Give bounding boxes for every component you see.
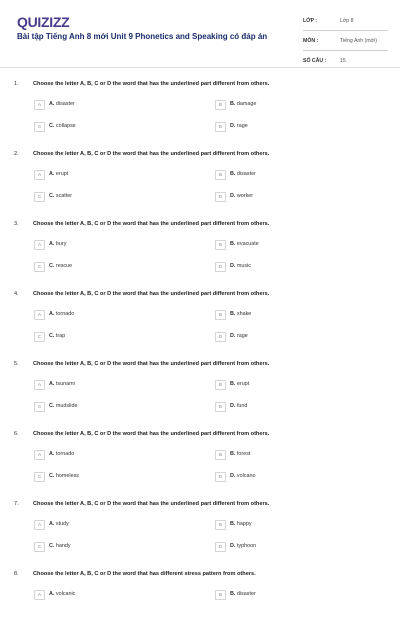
option-letter: A.	[49, 591, 55, 597]
question-number: 8.	[14, 571, 19, 577]
option-text: disaster	[236, 591, 256, 597]
option-text: erupt	[55, 171, 69, 177]
question-number: 4.	[14, 291, 19, 297]
question-text: Choose the letter A, B, C or D the word that has the underlined part different from others.	[33, 151, 270, 157]
option-text: erupt	[236, 381, 250, 387]
option-letter: D.	[230, 193, 236, 199]
question-item	[0, 75, 400, 145]
option-label	[49, 403, 77, 409]
option-label	[49, 311, 74, 317]
option-box[interactable]: A	[34, 450, 45, 460]
option-box[interactable]: D	[215, 332, 226, 342]
document-header	[0, 0, 400, 80]
option-label	[49, 473, 79, 479]
option-box[interactable]: C	[34, 402, 45, 412]
meta-label: SỐ CÂU :	[303, 58, 327, 64]
option-text: happy	[236, 521, 252, 527]
option-text: mudslide	[55, 403, 78, 409]
option-letter: A.	[49, 381, 55, 387]
option-box[interactable]: C	[34, 192, 45, 202]
meta-row-class	[303, 11, 388, 31]
option-label	[49, 381, 75, 387]
option-text: shake	[236, 311, 252, 317]
option-box[interactable]: B	[215, 240, 226, 250]
option-box[interactable]: C	[34, 332, 45, 342]
option-text: typhoon	[236, 543, 257, 549]
option-box[interactable]: C	[34, 122, 45, 132]
option-letter: B.	[230, 451, 236, 457]
meta-value: 15	[340, 58, 346, 64]
option-label	[49, 263, 72, 269]
option-box[interactable]: D	[215, 402, 226, 412]
option-letter: B.	[230, 171, 236, 177]
option-box[interactable]: B	[215, 170, 226, 180]
question-number: 1.	[14, 81, 19, 87]
question-item	[0, 215, 400, 285]
option-box[interactable]: D	[215, 542, 226, 552]
option-box[interactable]: A	[34, 100, 45, 110]
option-box[interactable]: B	[215, 590, 226, 600]
question-number: 5.	[14, 361, 19, 367]
option-text: fund	[236, 403, 248, 409]
question-number: 7.	[14, 501, 19, 507]
question-number: 3.	[14, 221, 19, 227]
option-text: trap	[55, 333, 66, 339]
option-label	[49, 171, 68, 177]
option-letter: B.	[230, 241, 236, 247]
option-label	[230, 263, 251, 269]
option-box[interactable]: B	[215, 100, 226, 110]
option-label	[230, 451, 250, 457]
option-label	[230, 403, 247, 409]
question-item	[0, 355, 400, 425]
option-label	[230, 123, 248, 129]
option-letter: D.	[230, 123, 236, 129]
option-box[interactable]: A	[34, 240, 45, 250]
option-label	[49, 241, 66, 247]
option-box[interactable]: B	[215, 520, 226, 530]
meta-table	[303, 11, 388, 70]
question-text: Choose the letter A, B, C or D the word that has the underlined part different from others.	[33, 221, 270, 227]
option-letter: A.	[49, 241, 55, 247]
option-label	[230, 543, 256, 549]
question-item	[0, 145, 400, 215]
document-title: Bài tập Tiếng Anh 8 mới Unit 9 Phonetics and Speaking có đáp án	[17, 32, 268, 41]
option-box[interactable]: C	[34, 542, 45, 552]
option-letter: B.	[230, 101, 236, 107]
option-text: volcano	[236, 473, 256, 479]
meta-row-subject	[303, 31, 388, 51]
option-letter: A.	[49, 451, 55, 457]
option-letter: A.	[49, 311, 55, 317]
option-letter: C.	[49, 123, 55, 129]
option-letter: B.	[230, 591, 236, 597]
option-label	[49, 193, 72, 199]
question-item	[0, 425, 400, 495]
option-letter: D.	[230, 473, 236, 479]
option-box[interactable]: D	[215, 192, 226, 202]
option-label	[49, 333, 65, 339]
question-number: 6.	[14, 431, 19, 437]
option-box[interactable]: A	[34, 520, 45, 530]
option-label	[49, 101, 75, 107]
option-text: homeless	[55, 473, 79, 479]
question-text: Choose the letter A, B, C or D the word that has the underlined part different from others.	[33, 501, 270, 507]
option-text: bury	[55, 241, 67, 247]
option-label	[230, 101, 256, 107]
option-label	[230, 381, 249, 387]
option-text: disaster	[55, 101, 75, 107]
option-label	[49, 123, 76, 129]
option-letter: D.	[230, 263, 236, 269]
meta-label: MÔN :	[303, 38, 319, 44]
option-label	[230, 193, 253, 199]
option-label	[49, 591, 75, 597]
question-text: Choose the letter A, B, C or D the word that has the underlined part different from others.	[33, 81, 270, 87]
option-text: music	[236, 263, 251, 269]
option-box[interactable]: D	[215, 472, 226, 482]
option-label	[230, 473, 256, 479]
option-letter: C.	[49, 333, 55, 339]
meta-value: Lớp 8	[340, 18, 354, 24]
quizizz-logo: QUIZIZZ	[17, 14, 70, 30]
option-letter: A.	[49, 521, 55, 527]
option-text: rage	[236, 333, 248, 339]
question-number: 2.	[14, 151, 19, 157]
option-box[interactable]: D	[215, 262, 226, 272]
option-letter: C.	[49, 263, 55, 269]
option-letter: C.	[49, 403, 55, 409]
option-label	[49, 451, 74, 457]
option-letter: B.	[230, 521, 236, 527]
option-box[interactable]: D	[215, 122, 226, 132]
option-label	[230, 333, 248, 339]
meta-label: LỚP :	[303, 18, 318, 24]
option-text: tornado	[55, 311, 75, 317]
option-text: rage	[236, 123, 248, 129]
option-text: rescue	[55, 263, 73, 269]
option-letter: A.	[49, 101, 55, 107]
question-text: Choose the letter A, B, C or D the word that has the underlined part different from others.	[33, 291, 270, 297]
option-letter: D.	[230, 403, 236, 409]
question-list	[0, 75, 400, 635]
option-text: scatter	[55, 193, 73, 199]
option-letter: C.	[49, 473, 55, 479]
question-item	[0, 285, 400, 355]
option-text: tsunami	[55, 381, 75, 387]
question-text: Choose the letter A, B, C or D the word that has the underlined part different from others.	[33, 431, 270, 437]
option-box[interactable]: C	[34, 472, 45, 482]
option-box[interactable]: A	[34, 170, 45, 180]
option-box[interactable]: B	[215, 450, 226, 460]
option-text: volcanic	[55, 591, 76, 597]
question-item	[0, 565, 400, 635]
option-label	[230, 591, 256, 597]
option-label	[49, 521, 69, 527]
question-item	[0, 495, 400, 565]
option-letter: B.	[230, 311, 236, 317]
meta-value: Tiếng Anh (mới)	[340, 38, 377, 44]
option-letter: C.	[49, 543, 55, 549]
option-text: tornado	[55, 451, 75, 457]
option-letter: C.	[49, 193, 55, 199]
option-box[interactable]: A	[34, 590, 45, 600]
header-divider	[0, 67, 400, 68]
option-letter: D.	[230, 333, 236, 339]
option-label	[230, 521, 252, 527]
question-text: Choose the letter A, B, C or D the word that has different stress pattern from others.	[33, 571, 256, 577]
option-label	[230, 241, 259, 247]
option-box[interactable]: B	[215, 380, 226, 390]
option-box[interactable]: A	[34, 310, 45, 320]
option-letter: B.	[230, 381, 236, 387]
option-text: damage	[236, 101, 257, 107]
option-box[interactable]: A	[34, 380, 45, 390]
option-label	[49, 543, 71, 549]
option-text: handy	[55, 543, 71, 549]
option-text: collapse	[55, 123, 76, 129]
option-text: forest	[236, 451, 251, 457]
option-text: disaster	[236, 171, 256, 177]
option-text: worker	[236, 193, 254, 199]
question-text: Choose the letter A, B, C or D the word that has the underlined part different from others.	[33, 361, 270, 367]
option-letter: D.	[230, 543, 236, 549]
option-box[interactable]: C	[34, 262, 45, 272]
option-label	[230, 171, 256, 177]
option-box[interactable]: B	[215, 310, 226, 320]
option-text: evacuate	[236, 241, 259, 247]
option-label	[230, 311, 251, 317]
option-text: study	[55, 521, 69, 527]
option-letter: A.	[49, 171, 55, 177]
